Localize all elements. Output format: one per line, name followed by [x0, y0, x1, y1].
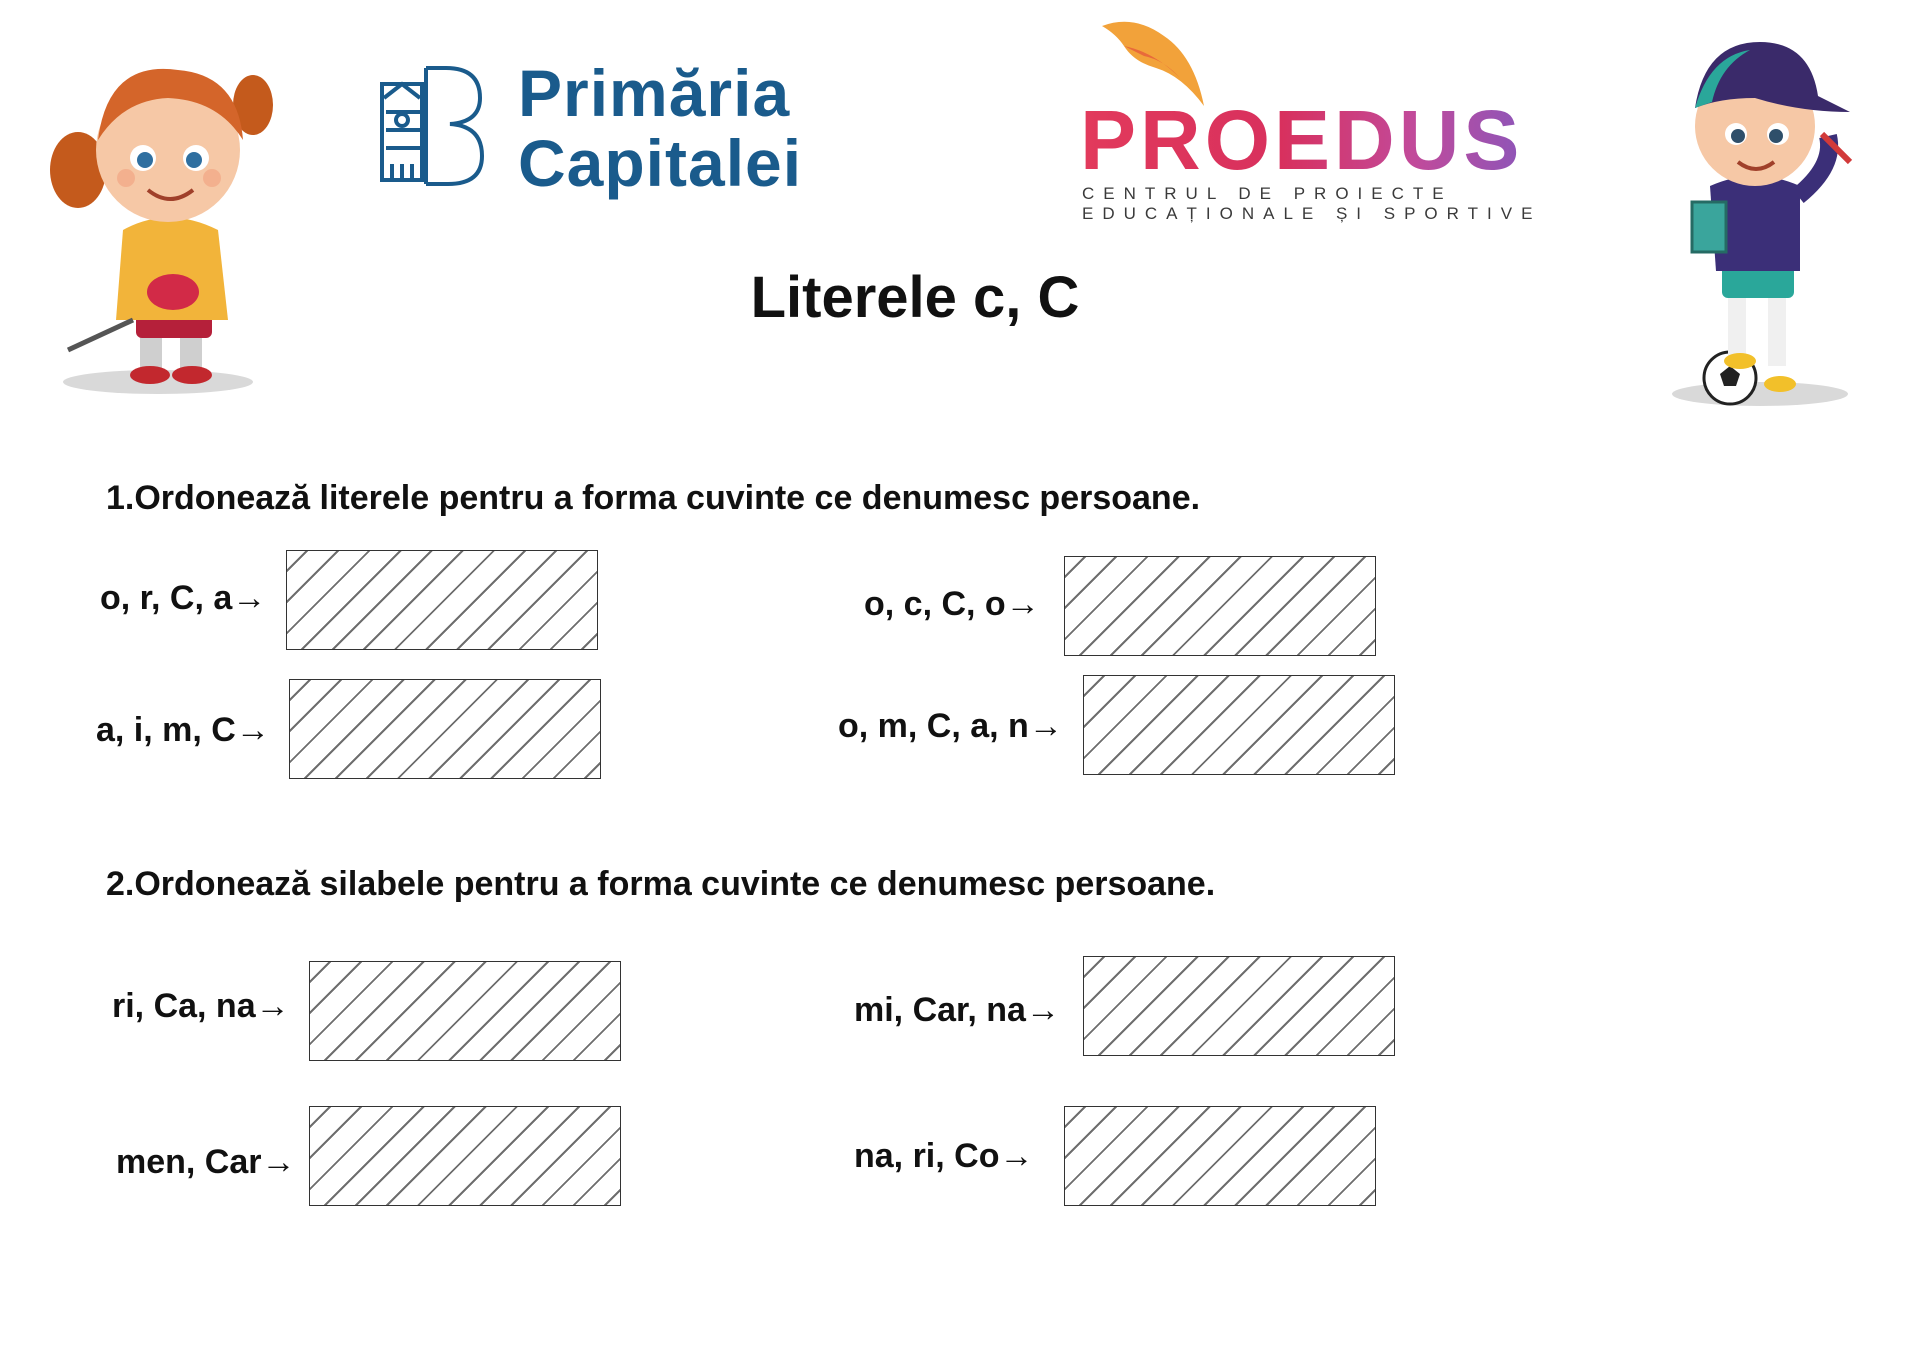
- exercise-1-item-3-label: [96, 710, 270, 750]
- exercise-2-item-1-label: [112, 986, 290, 1026]
- item-label-text: o, c, C, o: [864, 585, 1006, 623]
- proedus-subtitle-line-1: CENTRUL DE PROIECTE: [1082, 184, 1453, 203]
- item-label-text: men, Car: [116, 1143, 262, 1181]
- arrow-icon: →: [1005, 585, 1040, 623]
- exercise-2-heading: 2.Ordonează silabele pentru a forma cuvinte ce denumesc persoane.: [106, 865, 1216, 903]
- item-label-text: o, r, C, a: [100, 579, 233, 617]
- proedus-subtitle-line-2: EDUCAȚIONALE ȘI SPORTIVE: [1082, 204, 1542, 223]
- exercise-2-item-4-label: [854, 1136, 1033, 1176]
- exercise-1-item-3-answer-box[interactable]: [289, 679, 601, 779]
- arrow-icon: →: [1028, 707, 1063, 745]
- exercise-1-item-4-label: [838, 706, 1063, 746]
- item-label-text: mi, Car, na: [854, 991, 1026, 1029]
- item-label-text: na, ri, Co: [854, 1137, 1000, 1175]
- item-label-text: a, i, m, C: [96, 711, 236, 749]
- exercise-2-item-2-answer-box[interactable]: [1083, 956, 1395, 1056]
- item-label-text: o, m, C, a, n: [838, 707, 1029, 745]
- exercise-2-item-4-answer-box[interactable]: [1064, 1106, 1376, 1206]
- exercise-2-item-3-label: [116, 1142, 296, 1182]
- city-hall-b-icon: [376, 64, 484, 188]
- arrow-icon: →: [261, 1143, 296, 1181]
- primaria-capitalei-logo: [518, 58, 802, 198]
- exercise-2-item-1-answer-box[interactable]: [309, 961, 621, 1061]
- proedus-subtitle: [1082, 184, 1541, 224]
- exercise-1-item-1-answer-box[interactable]: [286, 550, 598, 650]
- arrow-icon: →: [999, 1137, 1034, 1175]
- arrow-icon: →: [1025, 991, 1060, 1029]
- exercise-2-item-3-answer-box[interactable]: [309, 1106, 621, 1206]
- item-label-text: ri, Ca, na: [112, 987, 256, 1025]
- exercise-1-item-4-answer-box[interactable]: [1083, 675, 1395, 775]
- arrow-icon: →: [232, 579, 267, 617]
- page-title: Literele c, C: [750, 265, 1080, 330]
- arrow-icon: →: [255, 987, 290, 1025]
- exercise-1-item-1-label: [100, 578, 266, 618]
- exercise-1-item-2-label: [864, 584, 1040, 624]
- boy-character-illustration: [1650, 16, 1870, 412]
- proedus-logo-text: PROEDUS: [1080, 93, 1524, 187]
- girl-character-illustration: [28, 30, 278, 400]
- logo-line-1: Primăria: [518, 56, 791, 130]
- logo-line-2: Capitalei: [518, 126, 803, 200]
- exercise-1-heading: 1.Ordonează literele pentru a forma cuvinte ce denumesc persoane.: [106, 479, 1201, 517]
- exercise-1-item-2-answer-box[interactable]: [1064, 556, 1376, 656]
- exercise-2-item-2-label: [854, 990, 1060, 1030]
- arrow-icon: →: [235, 711, 270, 749]
